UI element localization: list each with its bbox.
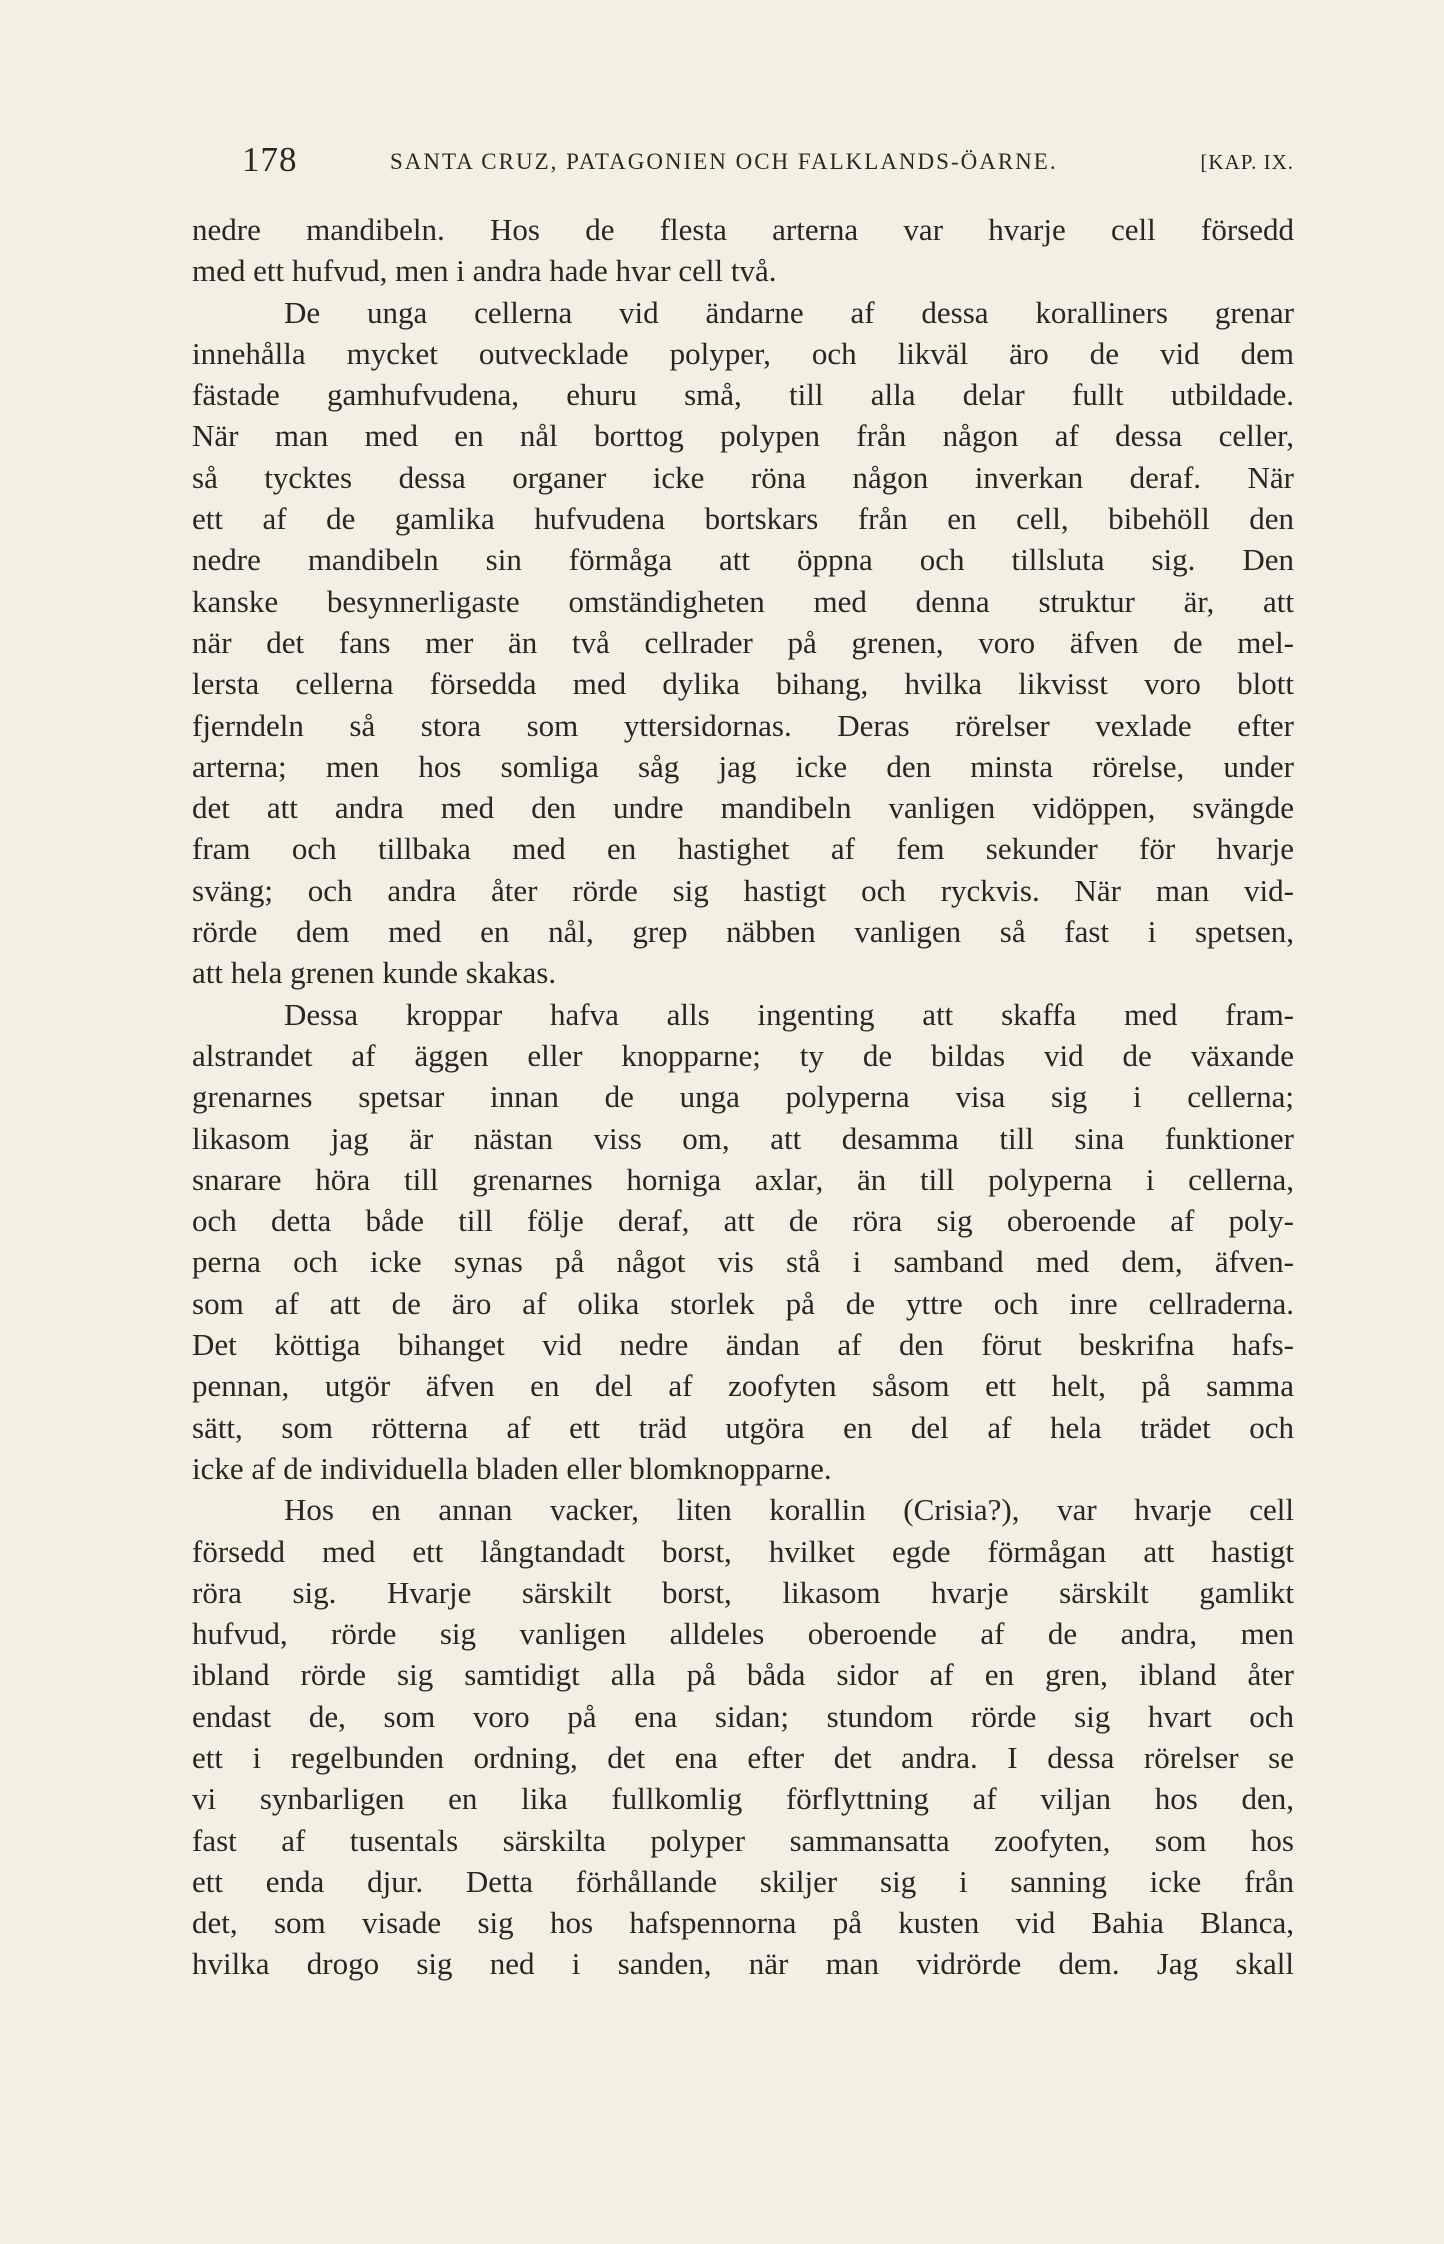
text-line: pennan, utgör äfven en del af zoofyten såsom ett helt, på samma	[192, 1368, 1294, 1404]
text-line: ett enda djur. Detta förhållande skiljer sig i sanning icke från	[192, 1863, 1294, 1899]
page-number: 178	[242, 140, 298, 179]
page-header	[242, 140, 1294, 188]
text-line: fästade gamhufvudena, ehuru små, till alla delar fullt utbildade.	[192, 377, 1294, 413]
text-line: Dessa kroppar hafva alls ingenting att skaffa med fram-	[284, 996, 1294, 1032]
text-line: att hela grenen kunde skakas.	[192, 955, 557, 991]
text-line: ett af de gamlika hufvudena bortskars från en cell, bibehöll den	[192, 501, 1294, 537]
text-line: sväng; och andra åter rörde sig hastigt och ryckvis. När man vid-	[192, 872, 1294, 908]
text-line: De unga cellerna vid ändarne af dessa koralliners grenar	[284, 294, 1294, 330]
text-line: hufvud, rörde sig vanligen alldeles oberoende af de andra, men	[192, 1616, 1294, 1652]
text-line: försedd med ett långtandadt borst, hvilket egde förmågan att hastigt	[192, 1533, 1294, 1569]
text-line: fjerndeln så stora som yttersidornas. Deras rörelser vexlade efter	[192, 707, 1294, 743]
text-line: kanske besynnerligaste omständigheten med denna struktur är, att	[192, 583, 1294, 619]
text-line: nedre mandibeln sin förmåga att öppna och tillsluta sig. Den	[192, 542, 1294, 578]
text-line: innehålla mycket outvecklade polyper, och likväl äro de vid dem	[192, 335, 1294, 371]
text-line: När man med en nål borttog polypen från någon af dessa celler,	[192, 418, 1294, 454]
chapter-reference: [KAP. IX.	[1200, 150, 1294, 174]
text-line: det, som visade sig hos hafspennorna på kusten vid Bahia Blanca,	[192, 1905, 1294, 1941]
body-text	[192, 209, 1294, 1985]
text-line: med ett hufvud, men i andra hade hvar cell två.	[192, 253, 777, 289]
text-line: hvilka drogo sig ned i sanden, när man vidrörde dem. Jag skall	[192, 1946, 1294, 1982]
text-line: grenarnes spetsar innan de unga polyperna visa sig i cellerna;	[192, 1079, 1294, 1115]
text-line: likasom jag är nästan viss om, att desamma till sina funktioner	[192, 1120, 1294, 1156]
text-line: ett i regelbunden ordning, det ena efter det andra. I dessa rörelser se	[192, 1739, 1294, 1775]
text-line: alstrandet af äggen eller knopparne; ty de bildas vid de växande	[192, 1037, 1294, 1073]
text-line: lersta cellerna försedda med dylika bihang, hvilka likvisst voro blott	[192, 666, 1294, 702]
text-line: så tycktes dessa organer icke röna någon inverkan deraf. När	[192, 459, 1294, 495]
text-line: arterna; men hos somliga såg jag icke den minsta rörelse, under	[192, 748, 1294, 784]
text-line: nedre mandibeln. Hos de flesta arterna var hvarje cell försedd	[192, 212, 1294, 247]
text-line: endast de, som voro på ena sidan; stundom rörde sig hvart och	[192, 1698, 1294, 1734]
text-line: vi synbarligen en lika fullkomlig förflyttning af viljan hos den,	[192, 1781, 1294, 1817]
text-line: snarare höra till grenarnes horniga axlar, än till polyperna i cellerna,	[192, 1161, 1294, 1197]
text-line: det att andra med den undre mandibeln vanligen vidöppen, svängde	[192, 790, 1294, 826]
text-line: fast af tusentals särskilta polyper sammansatta zoofyten, som hos	[192, 1822, 1294, 1858]
text-line: perna och icke synas på något vis stå i samband med dem, äfven-	[192, 1244, 1294, 1280]
text-line: fram och tillbaka med en hastighet af fem sekunder för hvarje	[192, 831, 1294, 867]
text-line: röra sig. Hvarje särskilt borst, likasom hvarje särskilt gamlikt	[192, 1574, 1294, 1610]
text-line: när det fans mer än två cellrader på grenen, voro äfven de mel-	[192, 624, 1294, 660]
text-line: sätt, som rötterna af ett träd utgöra en del af hela trädet och	[192, 1409, 1294, 1445]
text-line: och detta både till följe deraf, att de röra sig oberoende af poly-	[192, 1203, 1294, 1239]
text-line: som af att de äro af olika storlek på de yttre och inre cellraderna.	[192, 1285, 1294, 1321]
text-line: ibland rörde sig samtidigt alla på båda sidor af en gren, ibland åter	[192, 1657, 1294, 1693]
text-line: icke af de individuella bladen eller blomknopparne.	[192, 1450, 832, 1486]
running-title: SANTA CRUZ, PATAGONIEN OCH FALKLANDS-ÖARNE.	[390, 149, 1058, 174]
text-line: rörde dem med en nål, grep näbben vanligen så fast i spetsen,	[192, 914, 1294, 950]
text-line: Hos en annan vacker, liten korallin (Crisia?), var hvarje cell	[284, 1492, 1294, 1528]
text-line: Det köttiga bihanget vid nedre ändan af den förut beskrifna hafs-	[192, 1327, 1294, 1363]
